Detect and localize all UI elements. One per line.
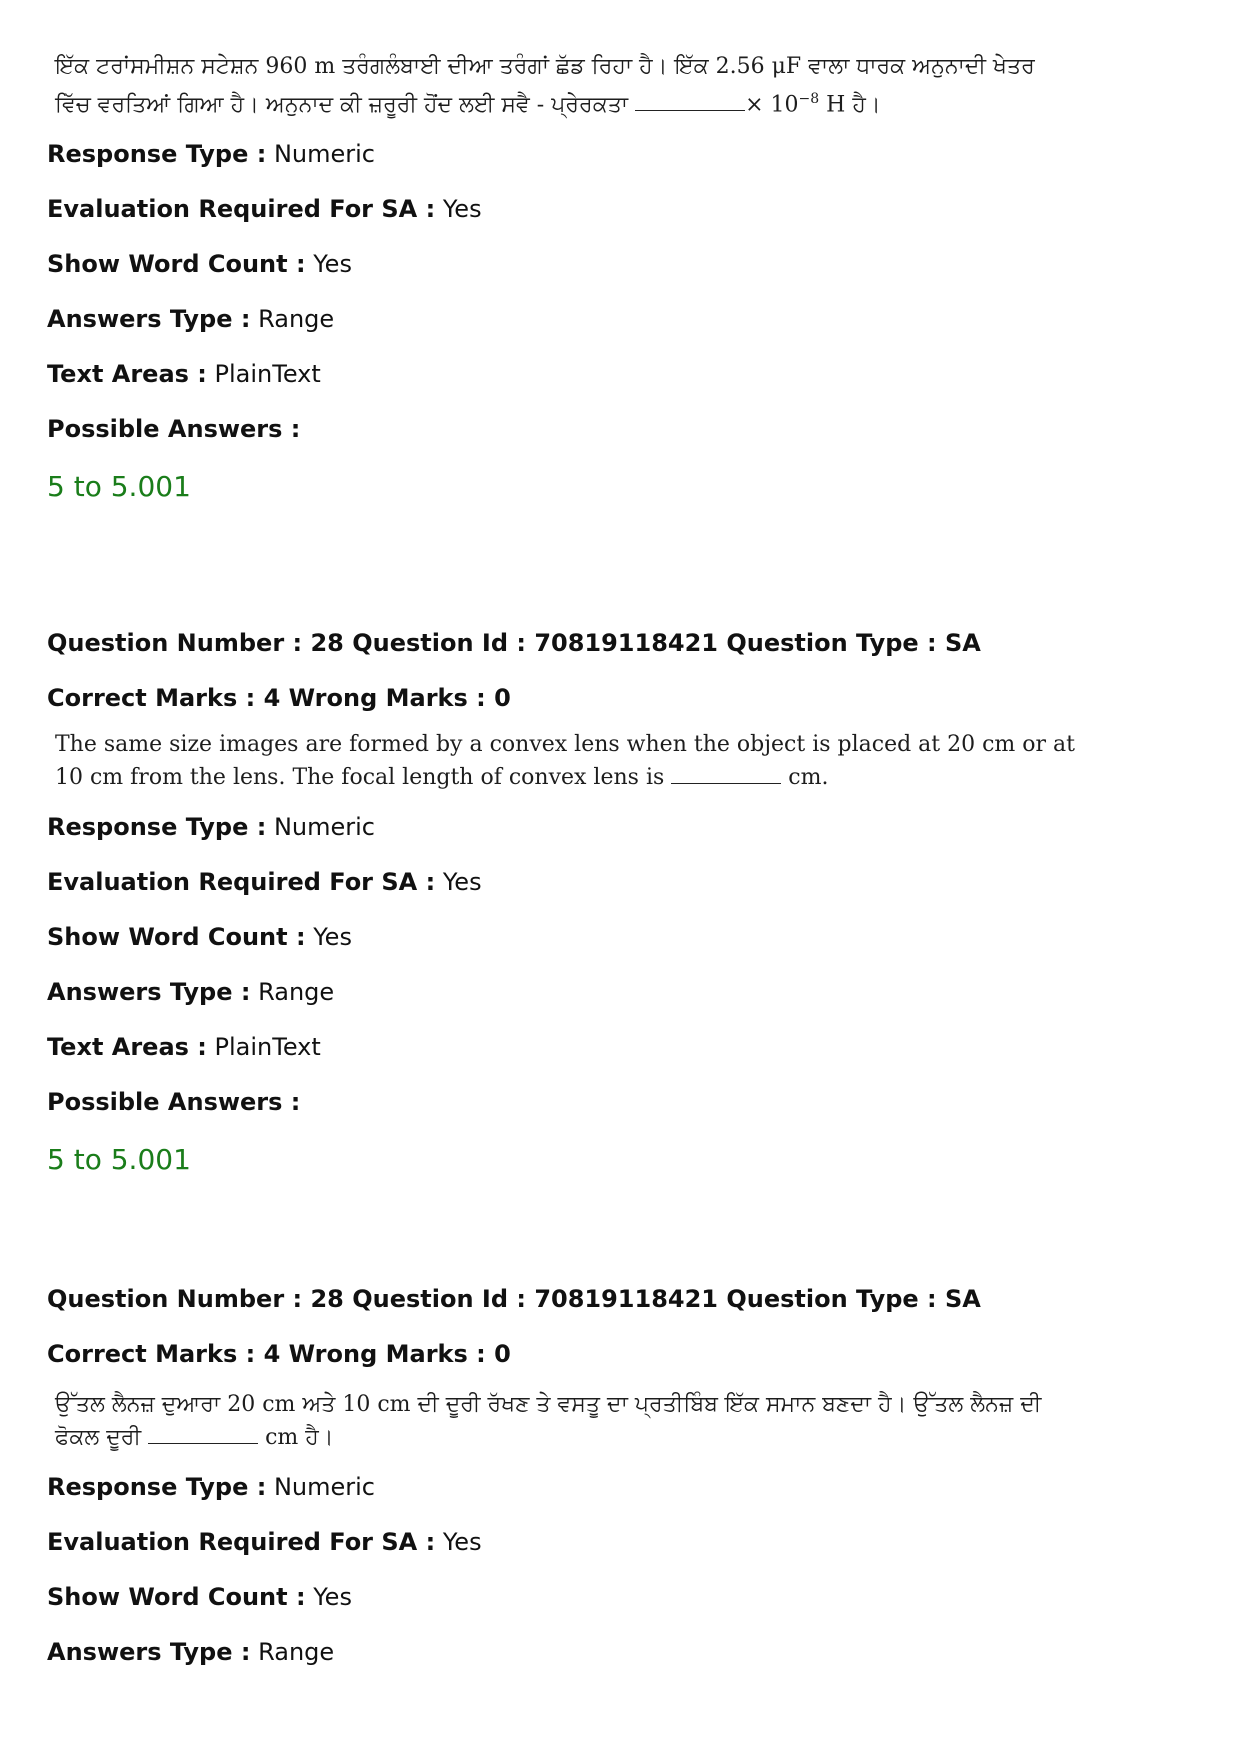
question-line (55, 83, 1035, 121)
exponent: −8 (798, 91, 820, 107)
field-label: Show Word Count : (47, 1583, 306, 1611)
field-value: Yes (442, 1528, 482, 1556)
field-label: Possible Answers : (47, 415, 301, 444)
question-line-text: ਫੋਕਲ ਦੂਰੀ (55, 1425, 142, 1450)
field-value: Yes (442, 868, 482, 896)
field-value: PlainText (214, 1033, 321, 1061)
field-response-type (47, 1460, 1041, 1515)
question-block (47, 50, 1035, 517)
field-answers-type (47, 1625, 1041, 1680)
question-line-text: × 10 (745, 92, 799, 118)
question-line (55, 1421, 1041, 1454)
field-possible-answers (47, 402, 1035, 457)
field-label: Evaluation Required For SA : (47, 195, 436, 224)
field-value: Range (258, 978, 335, 1006)
field-answers-type (47, 965, 1075, 1020)
field-answers-type (47, 292, 1035, 347)
field-value: Range (258, 305, 335, 334)
field-text-areas (47, 1020, 1075, 1075)
field-label: Response Type : (47, 813, 267, 841)
question-text (55, 728, 1075, 794)
field-show-word-count (47, 910, 1075, 965)
possible-answer: 5 to 5.001 (47, 1143, 191, 1176)
field-evaluation-required (47, 1515, 1041, 1570)
question-header: Question Number : 28 Question Id : 70819118421 Question Type : SA (47, 1285, 981, 1313)
question-header: Question Number : 28 Question Id : 70819118421 Question Type : SA (47, 629, 981, 657)
field-value: Yes (313, 1583, 352, 1611)
field-response-type (47, 800, 1075, 855)
field-value: PlainText (214, 360, 321, 389)
question-line-text: cm. (788, 765, 829, 790)
field-possible-answers (47, 1075, 1075, 1130)
field-value: Yes (442, 195, 482, 224)
field-show-word-count (47, 1570, 1041, 1625)
question-block (47, 1272, 1041, 1680)
field-value: Yes (313, 250, 352, 279)
field-label: Show Word Count : (47, 250, 306, 279)
question-text (55, 1388, 1041, 1454)
question-line-text: H ਹੈ। (826, 92, 881, 118)
question-line: ਉੱਤਲ ਲੈਨਜ਼ ਦੁਆਰਾ 20 cm ਅਤੇ 10 cm ਦੀ ਦੂਰੀ ਰੱਖਣ ਤੇ ਵਸਤੂ ਦਾ ਪ੍ਰਤੀਬਿੰਬ ਇੱਕ ਸਮਾਨ ਬਣਦਾ ਹੈ। ਉੱਤਲ ਲੈਨਜ਼ ਦੀ (55, 1392, 1042, 1417)
field-label: Text Areas : (47, 1033, 207, 1061)
question-block (47, 616, 1075, 1190)
question-line-text: ਵਿੱਚ ਵਰਤਿਆਂ ਗਿਆ ਹੈ। ਅਨੁਨਾਦ ਕੀ ਜ਼ਰੂਰੀ ਹੋਂਦ ਲਈ ਸਵੈ - ਪ੍ਰੇਰਕਤਾ (55, 92, 629, 118)
field-value: Numeric (273, 813, 375, 841)
field-label: Text Areas : (47, 360, 207, 389)
field-value: Numeric (273, 140, 375, 169)
answer-blank (635, 92, 745, 111)
field-label: Answers Type : (47, 1638, 251, 1666)
field-evaluation-required (47, 182, 1035, 237)
question-line: ਇੱਕ ਟਰਾਂਸਮੀਸ਼ਨ ਸਟੇਸ਼ਨ 960 m ਤਰੰਗਲੰਬਾਈ ਦੀਆ ਤਰੰਗਾਂ ਛੱਡ ਰਿਹਾ ਹੈ। ਇੱਕ 2.56 μF ਵਾਲਾ ਧਾਰਕ ਅਨੁਨਾਦੀ ਖੇਤਰ (55, 54, 1035, 79)
field-value: Numeric (273, 1473, 375, 1501)
field-evaluation-required (47, 855, 1075, 910)
field-label: Show Word Count : (47, 923, 306, 951)
question-line-text: cm ਹੈ। (265, 1425, 334, 1450)
field-label: Evaluation Required For SA : (47, 1528, 436, 1556)
field-label: Evaluation Required For SA : (47, 868, 436, 896)
possible-answer: 5 to 5.001 (47, 470, 191, 504)
field-value: Yes (313, 923, 352, 951)
field-label: Answers Type : (47, 978, 251, 1006)
question-line (55, 761, 1075, 794)
question-line-text: 10 cm from the lens. The focal length of convex lens is (55, 765, 665, 790)
marks-line: Correct Marks : 4 Wrong Marks : 0 (47, 1340, 511, 1368)
field-text-areas (47, 347, 1035, 402)
field-label: Response Type : (47, 1473, 267, 1501)
marks-line: Correct Marks : 4 Wrong Marks : 0 (47, 684, 511, 712)
field-response-type (47, 127, 1035, 182)
field-label: Possible Answers : (47, 1088, 301, 1116)
field-label: Response Type : (47, 140, 267, 169)
question-line: The same size images are formed by a convex lens when the object is placed at 20 cm or at (55, 732, 1076, 757)
question-text (55, 50, 1035, 121)
field-show-word-count (47, 237, 1035, 292)
answer-blank (148, 1425, 258, 1444)
answer-blank (671, 765, 781, 784)
field-value: Range (258, 1638, 335, 1666)
field-label: Answers Type : (47, 305, 251, 334)
